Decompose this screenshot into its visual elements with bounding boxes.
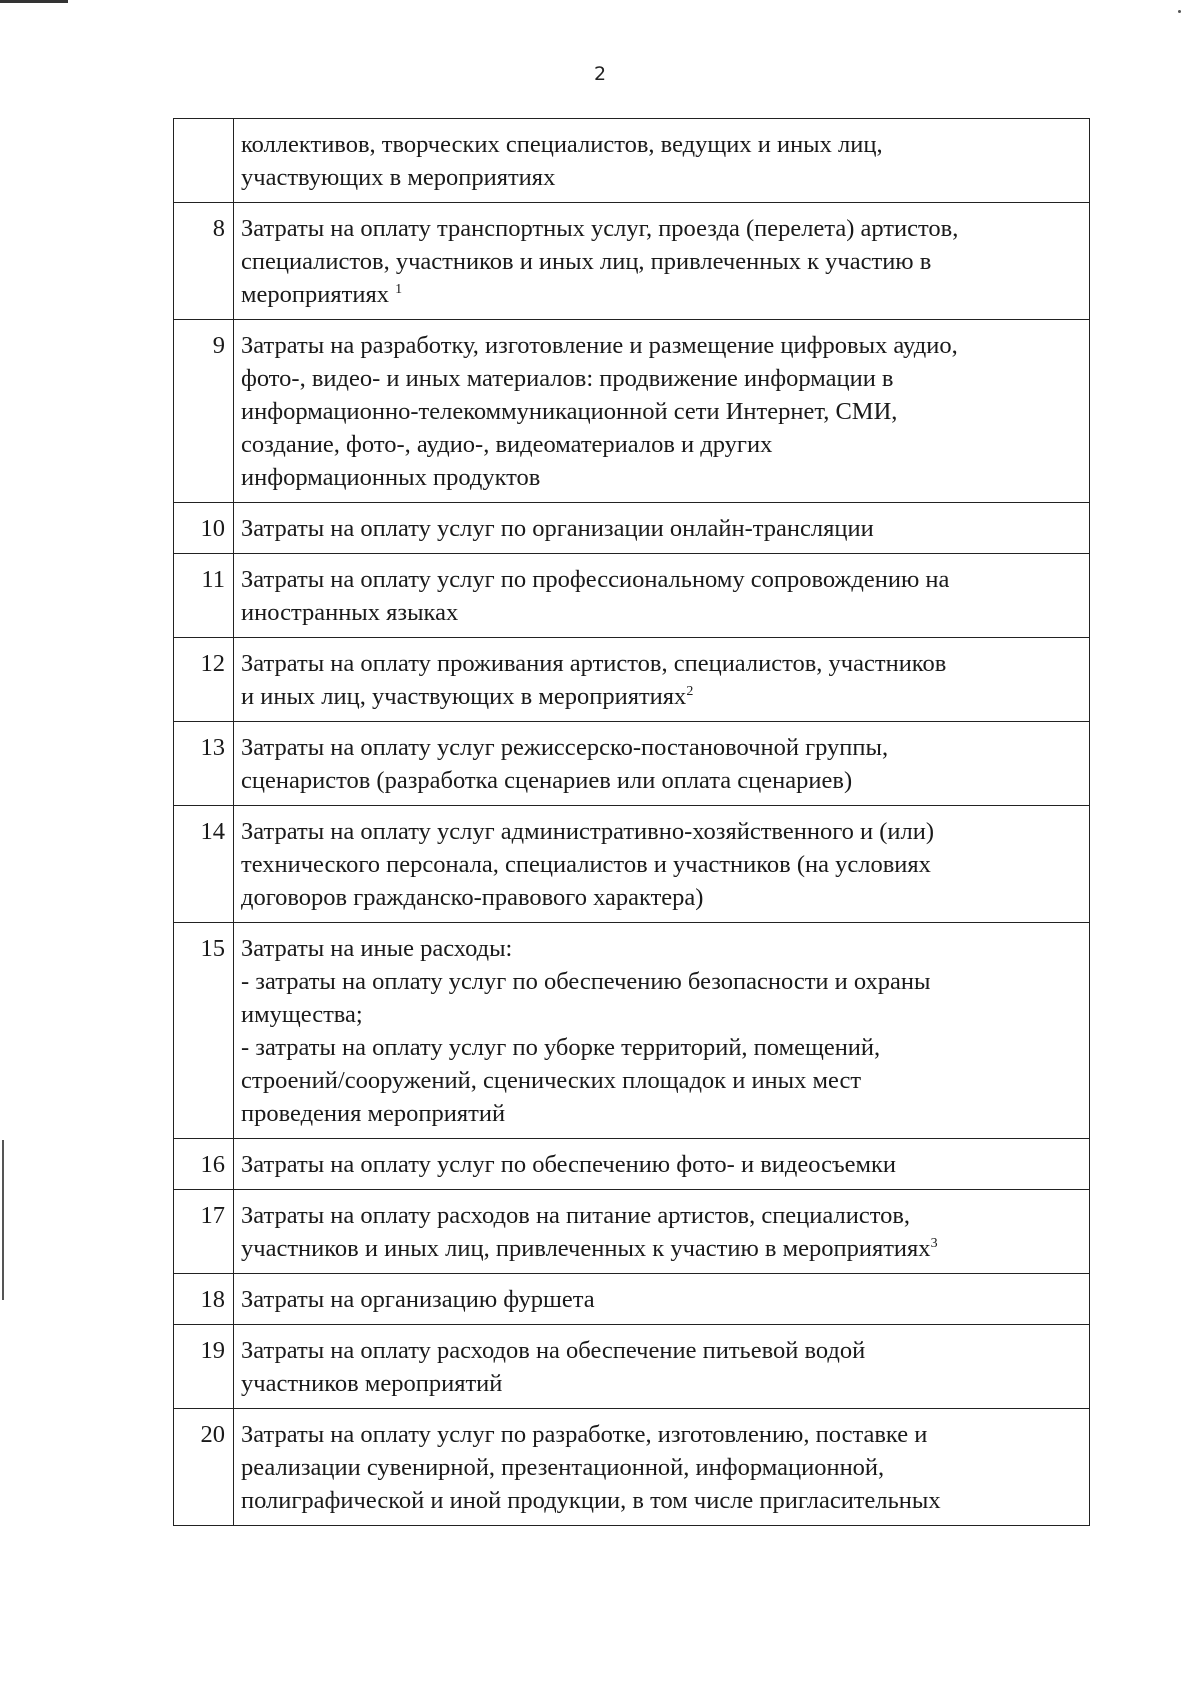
description-text: иностранных языках [241, 599, 459, 626]
description-line [241, 1283, 1083, 1316]
row-number-cell [174, 203, 234, 320]
description-text: Затраты на оплату расходов на обеспечение питьевой водой [241, 1337, 866, 1364]
description-line [241, 362, 1083, 395]
description-text: Затраты на оплату услуг административно-хозяйственного и (или) [241, 818, 935, 845]
expense-table [173, 118, 1090, 1526]
table-row [174, 119, 1090, 203]
description-text: имущества; [241, 1001, 363, 1028]
row-number-cell [174, 119, 234, 203]
row-number: 19 [200, 1337, 225, 1364]
row-number-cell [174, 1190, 234, 1274]
row-description-cell [234, 1409, 1090, 1526]
scan-artifact-dot [1178, 10, 1181, 13]
scan-artifact-left-edge [2, 1140, 4, 1300]
description-text: полиграфической и иной продукции, в том числе пригласительных [241, 1487, 941, 1514]
description-text: Затраты на оплату услуг по организации онлайн-трансляции [241, 515, 874, 542]
row-number-cell [174, 1139, 234, 1190]
table-row [174, 320, 1090, 503]
description-text: создание, фото-, аудио-, видеоматериалов и других [241, 431, 773, 458]
description-line [241, 1451, 1083, 1484]
footnote-marker: 1 [395, 281, 403, 297]
row-description-cell [234, 923, 1090, 1139]
scan-artifact-top [0, 0, 68, 3]
description-line [241, 764, 1083, 797]
row-number: 12 [200, 650, 225, 677]
table-row [174, 1190, 1090, 1274]
description-text: технического персонала, специалистов и участников (на условиях [241, 851, 931, 878]
expense-table-body [174, 119, 1090, 1526]
description-line [241, 998, 1083, 1031]
row-number: 10 [200, 515, 225, 542]
footnote-marker: 3 [930, 1235, 938, 1251]
description-line [241, 1097, 1083, 1130]
description-text: Затраты на оплату транспортных услуг, проезда (перелета) артистов, [241, 215, 959, 242]
description-text: сценаристов (разработка сценариев или оплата сценариев) [241, 767, 853, 794]
description-text: мероприятиях [241, 281, 396, 308]
row-number: 18 [200, 1286, 225, 1313]
description-line [241, 212, 1083, 245]
description-line [241, 932, 1083, 965]
description-line [241, 1199, 1083, 1232]
description-text: - затраты на оплату услуг по уборке территорий, помещений, [241, 1034, 881, 1061]
description-text: Затраты на оплату услуг по профессиональному сопровождению на [241, 566, 950, 593]
row-description-cell [234, 722, 1090, 806]
description-text: Затраты на оплату расходов на питание артистов, специалистов, [241, 1202, 911, 1229]
row-number-cell [174, 806, 234, 923]
description-line [241, 647, 1083, 680]
description-text: фото-, видео- и иных материалов: продвижение информации в [241, 365, 894, 392]
row-number: 17 [200, 1202, 225, 1229]
table-row [174, 554, 1090, 638]
table-row [174, 806, 1090, 923]
description-text: Затраты на оплату проживания артистов, специалистов, участников [241, 650, 947, 677]
row-description-cell [234, 503, 1090, 554]
description-line [241, 395, 1083, 428]
description-line [241, 1148, 1083, 1181]
description-text: Затраты на иные расходы: [241, 935, 513, 962]
description-line [241, 881, 1083, 914]
table-row [174, 638, 1090, 722]
description-line [241, 329, 1083, 362]
row-description-cell [234, 1139, 1090, 1190]
description-text: строений/сооружений, сценических площадок и иных мест [241, 1067, 862, 1094]
row-number: 20 [200, 1421, 225, 1448]
row-description-cell [234, 203, 1090, 320]
description-text: Затраты на оплату услуг по обеспечению фото- и видеосъемки [241, 1151, 897, 1178]
row-number-cell [174, 503, 234, 554]
description-line [241, 161, 1083, 194]
description-text: Затраты на организацию фуршета [241, 1286, 595, 1313]
row-description-cell [234, 638, 1090, 722]
table-row [174, 1274, 1090, 1325]
table-row [174, 503, 1090, 554]
row-description-cell [234, 1274, 1090, 1325]
description-text: проведения мероприятий [241, 1100, 506, 1127]
row-number-cell [174, 1274, 234, 1325]
description-text: информационно-телекоммуникационной сети Интернет, СМИ, [241, 398, 898, 425]
description-text: договоров гражданско-правового характера) [241, 884, 704, 911]
description-text: участников и иных лиц, привлеченных к участию в мероприятиях [241, 1235, 931, 1262]
row-number: 13 [200, 734, 225, 761]
description-line [241, 1334, 1083, 1367]
row-description-cell [234, 1325, 1090, 1409]
table-row [174, 722, 1090, 806]
row-number-cell [174, 722, 234, 806]
row-number-cell [174, 923, 234, 1139]
description-line [241, 512, 1083, 545]
table-row [174, 1325, 1090, 1409]
table-row [174, 1139, 1090, 1190]
footnote-marker: 2 [686, 683, 694, 699]
description-line [241, 1484, 1083, 1517]
row-description-cell [234, 554, 1090, 638]
description-text: - затраты на оплату услуг по обеспечению безопасности и охраны [241, 968, 931, 995]
row-number: 9 [212, 332, 225, 359]
row-number-cell [174, 320, 234, 503]
description-line [241, 815, 1083, 848]
description-line [241, 848, 1083, 881]
description-text: участвующих в мероприятиях [241, 164, 556, 191]
description-text: Затраты на оплату услуг по разработке, изготовлению, поставке и [241, 1421, 928, 1448]
row-number: 8 [212, 215, 225, 242]
row-number: 15 [200, 935, 225, 962]
description-line [241, 128, 1083, 161]
description-text: Затраты на оплату услуг режиссерско-постановочной группы, [241, 734, 889, 761]
description-line [241, 563, 1083, 596]
row-number-cell [174, 1409, 234, 1526]
row-description-cell [234, 320, 1090, 503]
description-line [241, 461, 1083, 494]
row-description-cell [234, 1190, 1090, 1274]
description-line [241, 245, 1083, 278]
description-line [241, 428, 1083, 461]
row-number: 16 [200, 1151, 225, 1178]
row-number-cell [174, 554, 234, 638]
description-text: специалистов, участников и иных лиц, привлеченных к участию в [241, 248, 932, 275]
row-number: 11 [201, 566, 225, 593]
page-number: 2 [593, 63, 607, 85]
description-line [241, 596, 1083, 629]
row-number-cell [174, 638, 234, 722]
row-description-cell [234, 119, 1090, 203]
description-line [241, 965, 1083, 998]
description-line [241, 1064, 1083, 1097]
description-line [241, 680, 1083, 713]
table-row [174, 1409, 1090, 1526]
description-text: и иных лиц, участвующих в мероприятиях [241, 683, 687, 710]
description-text: реализации сувенирной, презентационной, информационной, [241, 1454, 885, 1481]
description-line [241, 278, 1083, 311]
row-number-cell [174, 1325, 234, 1409]
row-description-cell [234, 806, 1090, 923]
description-text: коллективов, творческих специалистов, ведущих и иных лиц, [241, 131, 883, 158]
description-line [241, 731, 1083, 764]
description-line [241, 1367, 1083, 1400]
description-line [241, 1031, 1083, 1064]
description-line [241, 1232, 1083, 1265]
row-number: 14 [200, 818, 225, 845]
description-text: Затраты на разработку, изготовление и размещение цифровых аудио, [241, 332, 958, 359]
description-text: информационных продуктов [241, 464, 541, 491]
description-line [241, 1418, 1083, 1451]
table-row [174, 923, 1090, 1139]
table-row [174, 203, 1090, 320]
description-text: участников мероприятий [241, 1370, 503, 1397]
